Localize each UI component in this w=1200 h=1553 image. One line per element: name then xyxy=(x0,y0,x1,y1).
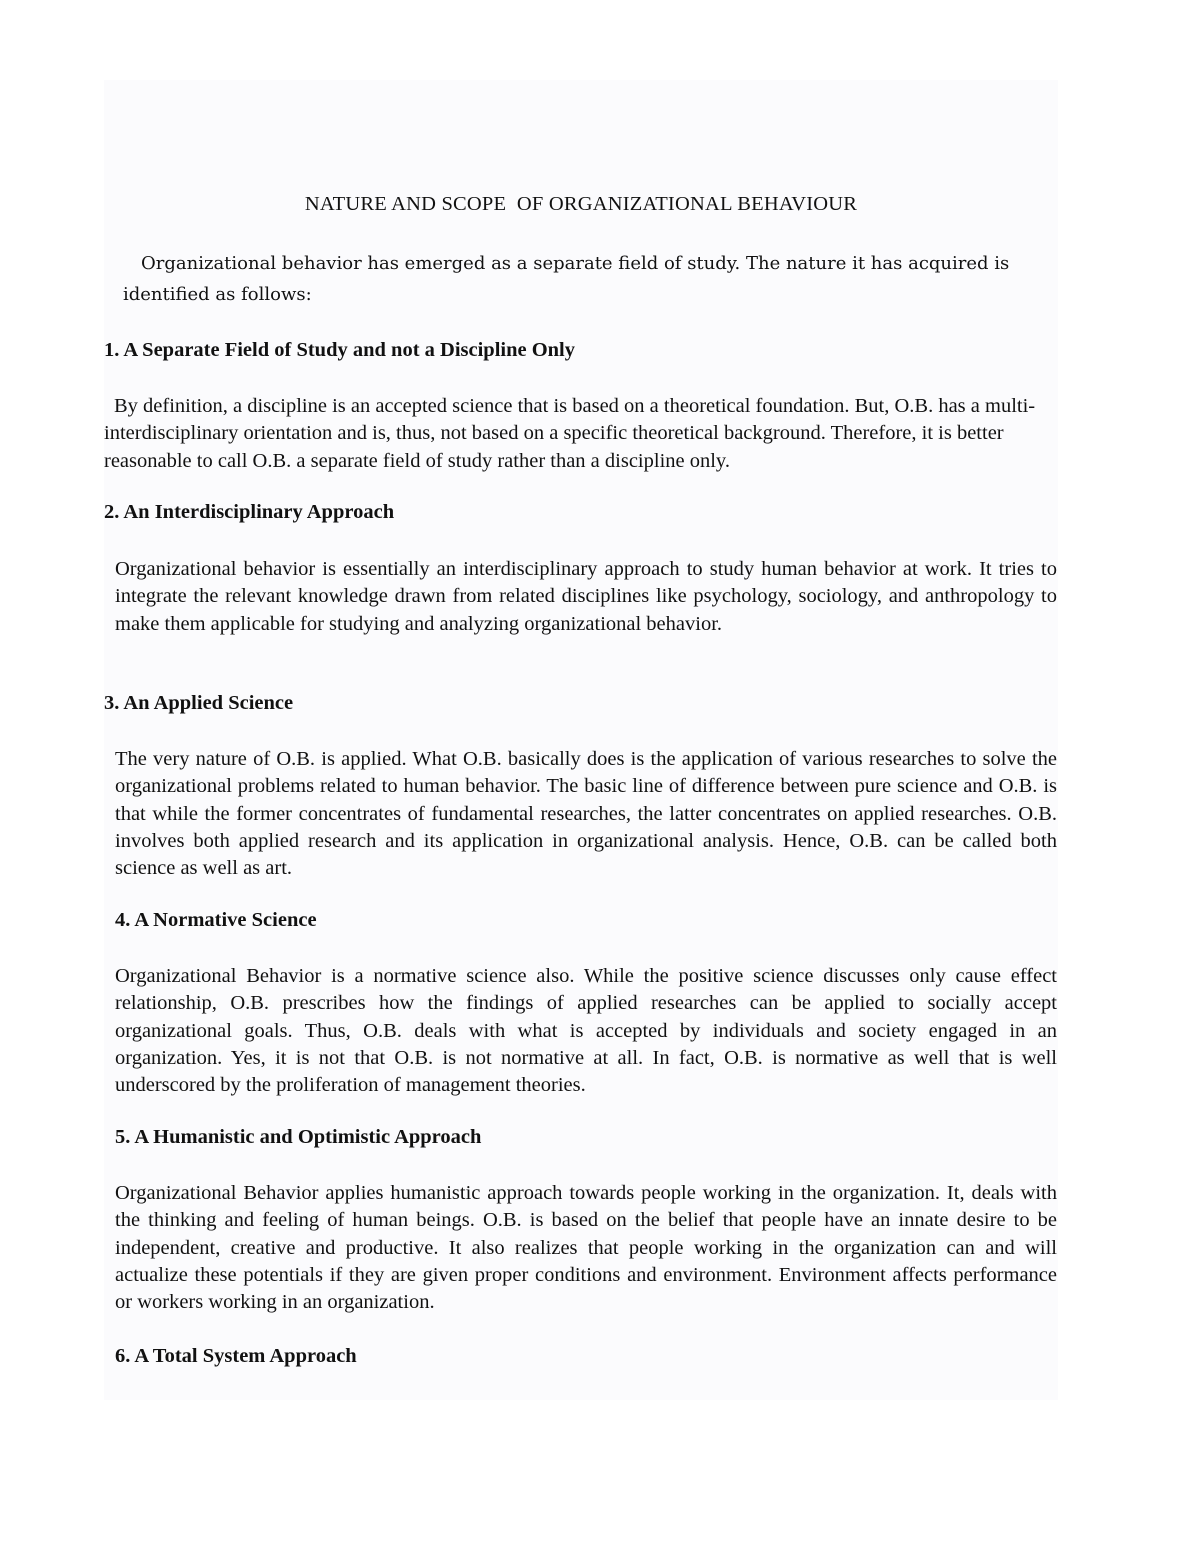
section-heading-1: 1. A Separate Field of Study and not a Discipline Only xyxy=(104,339,575,361)
section-body-5: Organizational Behavior applies humanistic approach towards people working in the organization. It, deals with the thinking and feeling of human beings. O.B. is based on the belief that people have an innate desire to be independent, creative and productive. It also realizes that people working in the organization can and will actualize these potentials if they are given proper conditions and environment. Environment affects performance or workers working in an organization. xyxy=(115,1182,1057,1314)
section-body-1: By definition, a discipline is an accepted science that is based on a theoretical foundation. But, O.B. has a multi-interdisciplinary orientation and is, thus, not based on a specific theoretical background. Therefore, it is better reasonable to call O.B. a separate field of study rather than a discipline only. xyxy=(104,395,1036,472)
section-body-3: The very nature of O.B. is applied. What O.B. basically does is the application of various researches to solve the organizational problems related to human behavior. The basic line of difference between pure science and O.B. is that while the former concentrates of fundamental researches, the latter concentrates on applied researches. O.B. involves both applied research and its application in organizational analysis. Hence, O.B. can be called both science as well as art. xyxy=(115,748,1057,880)
section-heading-6: 6. A Total System Approach xyxy=(115,1345,357,1367)
section-body-4: Organizational Behavior is a normative science also. While the positive science discusses only cause effect relationship, O.B. prescribes how the findings of applied researches can be applied to socially accept organizational goals. Thus, O.B. deals with what is accepted by individuals and society engaged in an organization. Yes, it is not that O.B. is not normative at all. In fact, O.B. is normative as well that is well underscored by the proliferation of management theories. xyxy=(115,965,1057,1097)
section-body-2: Organizational behavior is essentially an interdisciplinary approach to study human behavior at work. It tries to integrate the relevant knowledge drawn from related disciplines like psychology, sociology, and anthropology to make them applicable for studying and analyzing organizational behavior. xyxy=(115,558,1057,635)
intro-paragraph: Organizational behavior has emerged as a separate field of study. The nature it has acquired is identified as follows: xyxy=(123,253,1010,305)
section-heading-4: 4. A Normative Science xyxy=(115,909,317,931)
document-title: NATURE AND SCOPE OF ORGANIZATIONAL BEHAVIOUR xyxy=(304,193,858,215)
section-heading-5: 5. A Humanistic and Optimistic Approach xyxy=(115,1126,482,1148)
section-heading-2: 2. An Interdisciplinary Approach xyxy=(104,501,395,523)
section-heading-3: 3. An Applied Science xyxy=(104,692,294,714)
